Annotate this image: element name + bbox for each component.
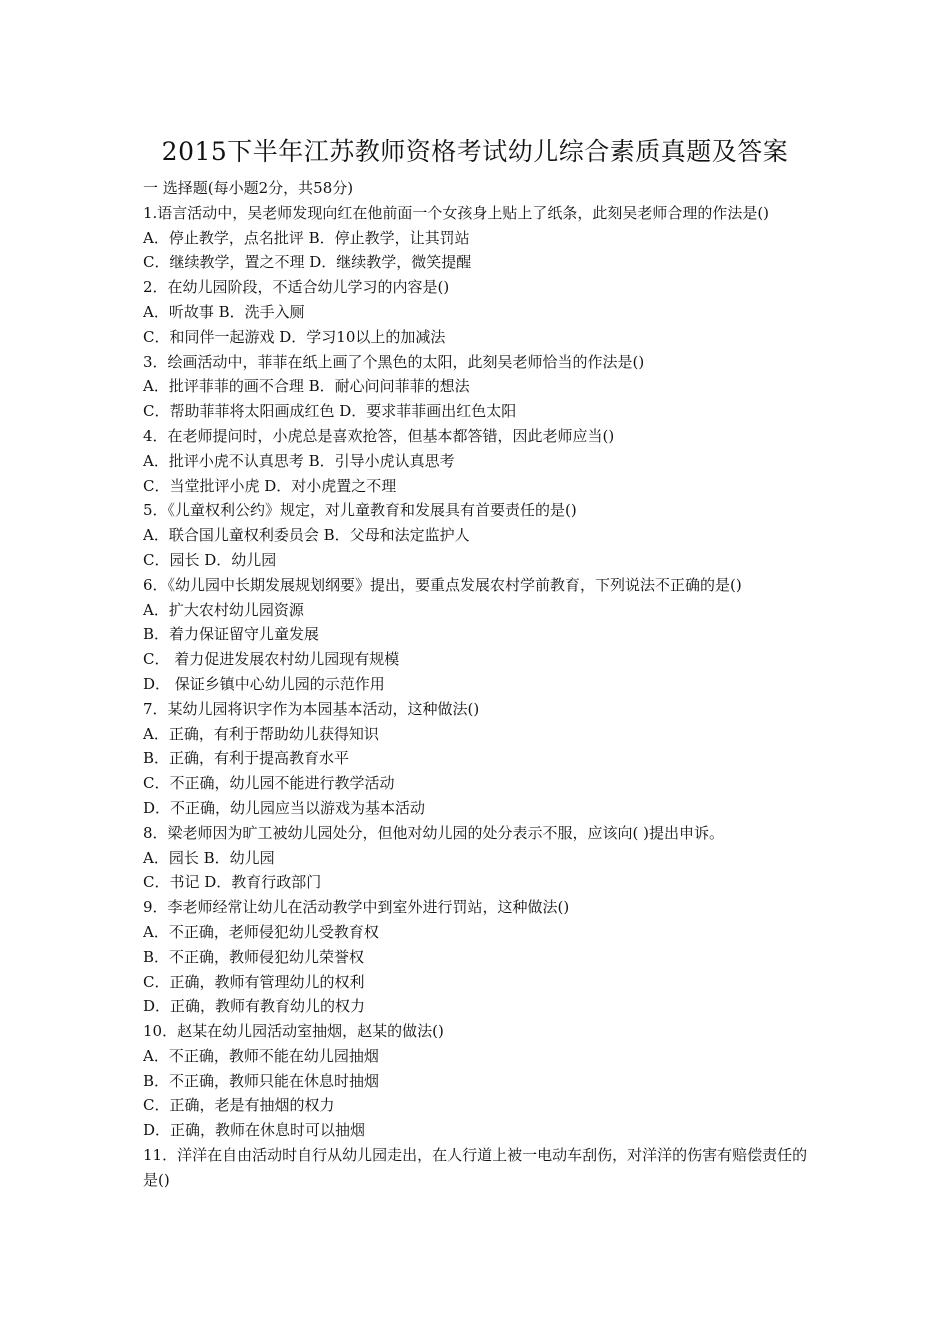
- option-line: C．正确，教师有管理幼儿的权利: [143, 972, 365, 991]
- question-11: 11．洋洋在自由活动时自行从幼儿园走出，在人行道上被一电动车刮伤，对洋洋的伤害有赔偿责任的是(): [143, 1146, 808, 1189]
- document-body: [143, 176, 815, 1193]
- option-line: D． 保证乡镇中心幼儿园的示范作用: [143, 674, 385, 693]
- option-line: B．不正确，教师侵犯幼儿荣誉权: [143, 947, 365, 966]
- option-line: D．正确，教师在休息时可以抽烟: [143, 1121, 366, 1140]
- question-5: 5．《儿童权利公约》规定，对儿童教育和发展具有首要责任的是(): [143, 501, 577, 520]
- section-heading: 一 选择题(每小题2分，共58分): [143, 179, 354, 197]
- option-line: D．不正确，幼儿园应当以游戏为基本活动: [143, 798, 426, 817]
- question-6: 6．《幼儿园中长期发展规划纲要》提出，要重点发展农村学前教育，下列说法不正确的是(): [143, 575, 742, 594]
- option-line: A．不正确，教师不能在幼儿园抽烟: [143, 1046, 379, 1065]
- option-line: C． 着力促进发展农村幼儿园现有规模: [143, 650, 400, 669]
- option-line: D．正确，教师有教育幼儿的权力: [143, 997, 366, 1016]
- option-line: C．书记 D．教育行政部门: [143, 873, 322, 892]
- question-2: 2．在幼儿园阶段，不适合幼儿学习的内容是(): [143, 278, 450, 297]
- option-line: C．不正确，幼儿园不能进行教学活动: [143, 774, 395, 793]
- option-line: C．和同伴一起游戏 D．学习10以上的加减法: [143, 327, 446, 346]
- option-line: C．园长 D．幼儿园: [143, 550, 277, 569]
- question-9: 9．李老师经常让幼儿在活动教学中到室外进行罚站，这种做法(): [143, 898, 570, 917]
- option-line: A．不正确，老师侵犯幼儿受教育权: [143, 922, 379, 941]
- document-title: 2015下半年江苏教师资格考试幼儿综合素质真题及答案: [161, 137, 789, 166]
- question-4: 4．在老师提问时，小虎总是喜欢抢答，但基本都答错，因此老师应当(): [143, 426, 615, 445]
- option-line: C．正确，老是有抽烟的权力: [143, 1096, 335, 1115]
- option-line: C．帮助菲菲将太阳画成红色 D．要求菲菲画出红色太阳: [143, 402, 517, 421]
- option-line: A．园长 B．幼儿园: [143, 848, 275, 867]
- question-8: 8．梁老师因为旷工被幼儿园处分，但他对幼儿园的处分表示不服，应该向( )提出申诉。: [143, 823, 725, 842]
- option-line: C．继续教学，置之不理 D．继续教学，微笑提醒: [143, 253, 472, 272]
- option-line: A．联合国儿童权利委员会 B．父母和法定监护人: [143, 526, 470, 545]
- option-line: B．着力保证留守儿童发展: [143, 625, 320, 644]
- option-line: A．扩大农村幼儿园资源: [143, 600, 304, 619]
- option-line: A．停止教学，点名批评 B．停止教学，让其罚站: [143, 228, 470, 247]
- question-1: 1.语言活动中，吴老师发现向红在他前面一个女孩身上贴上了纸条，此刻吴老师合理的作法是(): [143, 203, 770, 222]
- option-line: A．批评菲菲的画不合理 B．耐心问问菲菲的想法: [143, 377, 470, 396]
- option-line: C．当堂批评小虎 D．对小虎置之不理: [143, 476, 397, 495]
- option-line: B．正确，有利于提高教育水平: [143, 749, 350, 768]
- question-7: 7．某幼儿园将识字作为本园基本活动，这种做法(): [143, 699, 480, 718]
- option-line: A．正确，有利于帮助幼儿获得知识: [143, 724, 379, 743]
- option-line: A．批评小虎不认真思考 B．引导小虎认真思考: [143, 451, 455, 470]
- option-line: B．不正确，教师只能在休息时抽烟: [143, 1071, 380, 1090]
- question-3: 3．绘画活动中，菲菲在纸上画了个黑色的太阳，此刻吴老师恰当的作法是(): [143, 352, 645, 371]
- question-10: 10．赵某在幼儿园活动室抽烟，赵某的做法(): [143, 1022, 444, 1041]
- option-line: A．听故事 B．洗手入厕: [143, 302, 305, 321]
